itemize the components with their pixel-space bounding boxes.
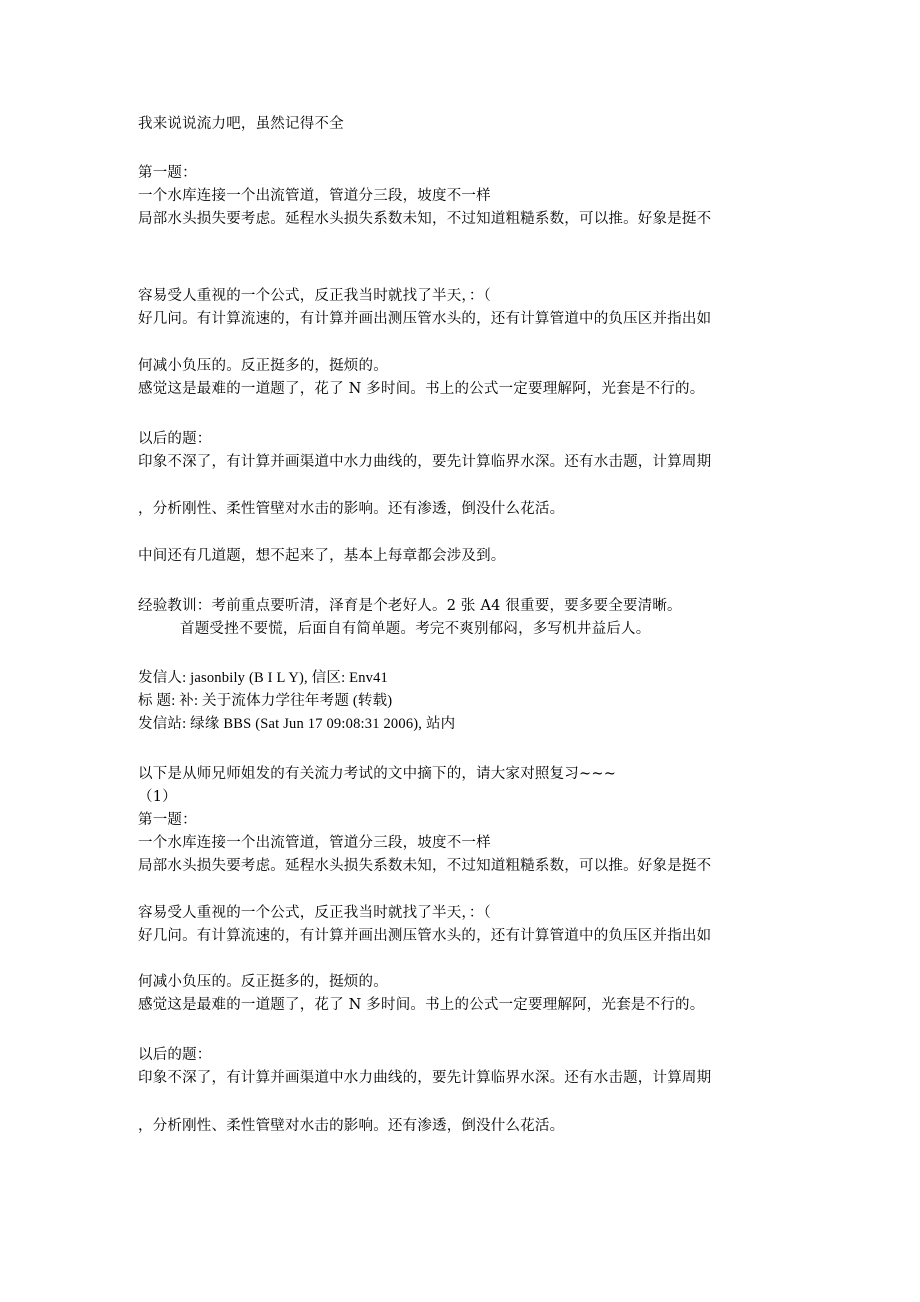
- question-heading: 第一题：: [138, 165, 197, 181]
- paragraph-line: 一个水库连接一个出流管道，管道分三段，坡度不一样: [138, 835, 491, 851]
- question-heading: 第一题：: [138, 812, 197, 828]
- section-heading: 以后的题：: [138, 1047, 212, 1063]
- paragraph-line: 感觉这是最难的一道题了，花了 N 多时间。书上的公式一定要理解阿，光套是不行的。: [138, 381, 705, 397]
- paragraph-line: 何减小负压的。反正挺多的，挺烦的。: [138, 974, 388, 990]
- paragraph-line: 感觉这是最难的一道题了，花了 N 多时间。书上的公式一定要理解阿，光套是不行的。: [138, 997, 705, 1013]
- paragraph-line: 局部水头损失要考虑。延程水头损失系数未知，不过知道粗糙系数，可以推。好象是挺不: [138, 211, 712, 227]
- lesson-line: 首题受挫不要慌，后面自有简单题。考完不爽别郁闷，多写机井益后人。: [180, 621, 651, 637]
- paragraph-line: 好几问。有计算流速的，有计算并画出测压管水头的，还有计算管道中的负压区并指出如: [138, 928, 712, 944]
- paragraph-line: 中间还有几道题，想不起来了，基本上每章都会涉及到。: [138, 548, 506, 564]
- intro-line: 以下是从师兄师姐发的有关流力考试的文中摘下的，请大家对照复习~~~: [138, 766, 617, 782]
- sender-line: 发信人: jasonbily (B I L Y), 信区: Env41: [138, 670, 388, 686]
- paragraph-line: 印象不深了，有计算并画渠道中水力曲线的，要先计算临界水深。还有水击题，计算周期: [138, 1070, 712, 1086]
- item-number: （1）: [138, 789, 177, 805]
- paragraph-line: 一个水库连接一个出流管道，管道分三段，坡度不一样: [138, 188, 491, 204]
- lesson-line: 经验教训：考前重点要听清，泽育是个老好人。2 张 A4 很重要，要多要全要清晰。: [138, 598, 682, 614]
- paragraph-line: 容易受人重视的一个公式，反正我当时就找了半天，：（: [138, 288, 491, 304]
- paragraph-line: ，分析刚性、柔性管壁对水击的影响。还有渗透，倒没什么花活。: [138, 1118, 565, 1134]
- paragraph-line: 容易受人重视的一个公式，反正我当时就找了半天，：（: [138, 905, 491, 921]
- paragraph-line: 好几问。有计算流速的，有计算并画出测压管水头的，还有计算管道中的负压区并指出如: [138, 311, 712, 327]
- intro-line: 我来说说流力吧，虽然记得不全: [138, 116, 344, 132]
- section-heading: 以后的题：: [138, 431, 212, 447]
- paragraph-line: ，分析刚性、柔性管壁对水击的影响。还有渗透，倒没什么花活。: [138, 501, 565, 517]
- paragraph-line: 局部水头损失要考虑。延程水头损失系数未知，不过知道粗糙系数，可以推。好象是挺不: [138, 858, 712, 874]
- station-line: 发信站: 绿缘 BBS (Sat Jun 17 09:08:31 2006), 站内: [138, 716, 456, 732]
- paragraph-line: 何减小负压的。反正挺多的，挺烦的。: [138, 358, 388, 374]
- subject-line: 标 题: 补: 关于流体力学往年考题 (转载): [138, 693, 393, 709]
- paragraph-line: 印象不深了，有计算并画渠道中水力曲线的，要先计算临界水深。还有水击题，计算周期: [138, 454, 712, 470]
